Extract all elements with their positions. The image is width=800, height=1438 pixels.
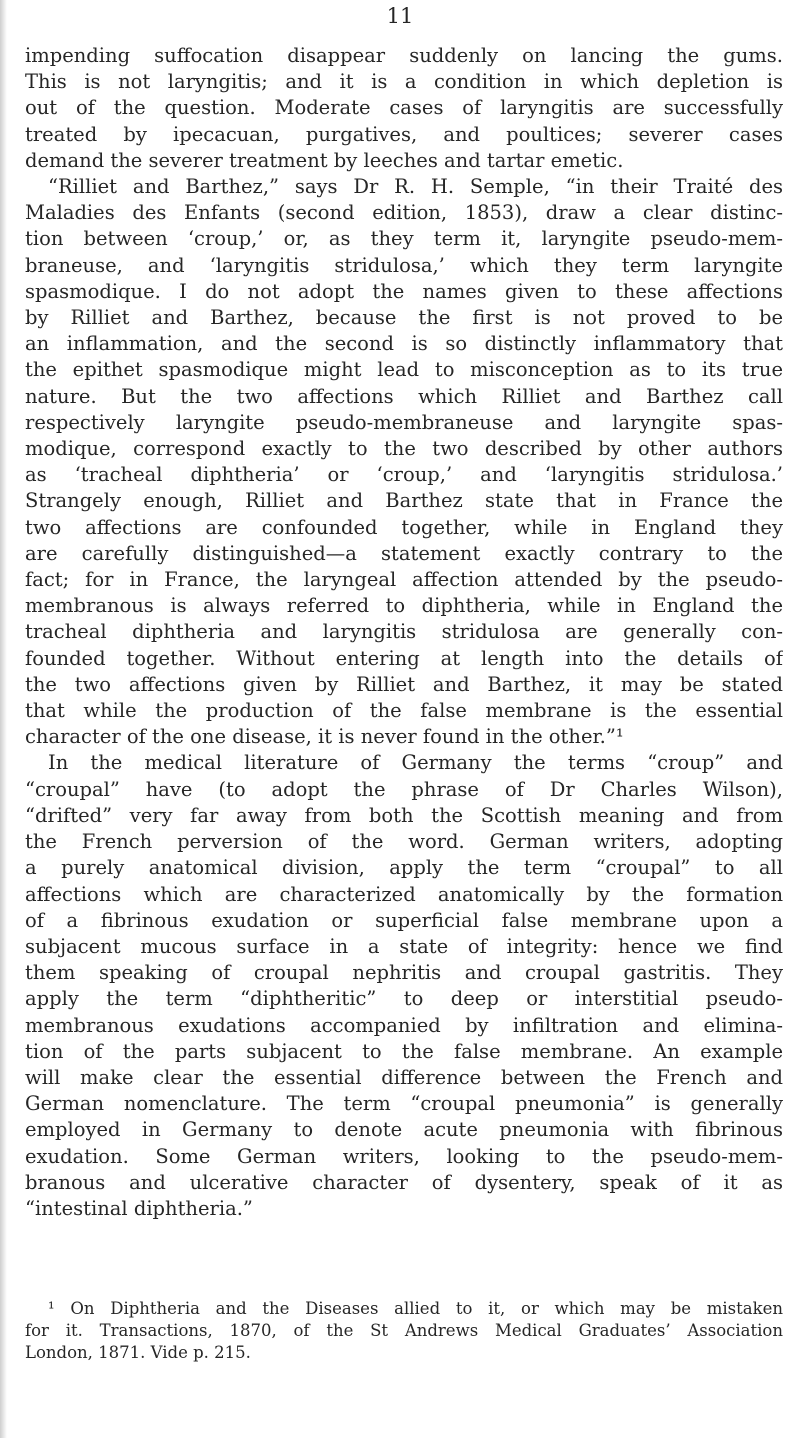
text-line: “Rilliet and Barthez,” says Dr R. H. Semple, “in their Traité des bbox=[48, 175, 783, 199]
text-line: braneuse, and ‘laryngitis stridulosa,’ which they term laryngite bbox=[25, 253, 783, 277]
text-line: as ‘tracheal diphtheria’ or ‘croup,’ and ‘laryngitis stridulosa.’ bbox=[25, 463, 783, 487]
text-line: “drifted” very far away from both the Scottish meaning and from bbox=[25, 803, 783, 827]
text-line: impending suffocation disappear suddenly on lancing the gums. bbox=[25, 44, 783, 67]
text-line: the French perversion of the word. German writers, adopting bbox=[25, 830, 783, 854]
text-line: membranous is always referred to diphtheria, while in England the bbox=[25, 594, 783, 618]
body-text bbox=[25, 43, 783, 1222]
text-line: character of the one disease, it is never found in the other.”¹ bbox=[25, 725, 624, 749]
text-line: branous and ulcerative character of dysentery, speak of it as bbox=[25, 1170, 783, 1194]
text-line: German nomenclature. The term “croupal pneumonia” is generally bbox=[25, 1092, 783, 1116]
page-binding-shadow bbox=[0, 0, 7, 1438]
text-line: will make clear the essential difference between the French and bbox=[25, 1065, 783, 1089]
footnote-line: for it. Transactions, 1870, of the St Andrews Medical Graduates’ Association bbox=[25, 1321, 783, 1340]
text-line: treated by ipecacuan, purgatives, and poultices; severer cases bbox=[25, 122, 783, 146]
text-line: founded together. Without entering at length into the details of bbox=[25, 646, 783, 670]
text-line: This is not laryngitis; and it is a condition in which depletion is bbox=[25, 70, 783, 94]
footnote-line: ¹ On Diphtheria and the Diseases allied to it, or which may be mistaken bbox=[48, 1299, 783, 1318]
text-line: nature. But the two affections which Rilliet and Barthez call bbox=[25, 384, 783, 408]
text-line: spasmodique. I do not adopt the names given to these affections bbox=[25, 279, 783, 303]
page-number: 11 bbox=[386, 4, 414, 28]
text-line: respectively laryngite pseudo-membraneuse and laryngite spas- bbox=[25, 410, 783, 434]
text-line: Strangely enough, Rilliet and Barthez state that in France the bbox=[25, 489, 783, 513]
text-line: tracheal diphtheria and laryngitis stridulosa are generally con- bbox=[25, 620, 783, 644]
footnote-line: London, 1871. Vide p. 215. bbox=[25, 1343, 251, 1362]
text-line: exudation. Some German writers, looking to the pseudo-mem- bbox=[25, 1144, 783, 1168]
text-line: them speaking of croupal nephritis and croupal gastritis. They bbox=[25, 961, 783, 985]
text-line: a purely anatomical division, apply the term “croupal” to all bbox=[25, 856, 783, 880]
text-line: membranous exudations accompanied by infiltration and elimina- bbox=[25, 1013, 783, 1037]
text-line: out of the question. Moderate cases of laryngitis are successfully bbox=[25, 96, 783, 120]
text-line: by Rilliet and Barthez, because the first is not proved to be bbox=[25, 306, 783, 330]
text-line: demand the severer treatment by leeches and tartar emetic. bbox=[25, 148, 624, 172]
text-line: employed in Germany to denote acute pneumonia with fibrinous bbox=[25, 1118, 783, 1142]
text-line: of a fibrinous exudation or superficial false membrane upon a bbox=[25, 908, 783, 932]
text-line: that while the production of the false membrane is the essential bbox=[25, 699, 783, 723]
text-line: are carefully distinguished—a statement exactly contrary to the bbox=[25, 541, 783, 565]
text-line: modique, correspond exactly to the two described by other authors bbox=[25, 437, 783, 461]
text-line: the epithet spasmodique might lead to misconception as to its true bbox=[25, 358, 783, 382]
text-line: “intestinal diphtheria.” bbox=[25, 1196, 253, 1220]
text-line: fact; for in France, the laryngeal affection attended by the pseudo- bbox=[25, 568, 783, 592]
text-line: Maladies des Enfants (second edition, 1853), draw a clear distinc- bbox=[25, 201, 783, 225]
text-line: “croupal” have (to adopt the phrase of Dr Charles Wilson), bbox=[25, 777, 783, 801]
text-line: the two affections given by Rilliet and Barthez, it may be stated bbox=[25, 672, 783, 696]
text-line: tion between ‘croup,’ or, as they term it, laryngite pseudo-mem- bbox=[25, 227, 783, 251]
text-line: tion of the parts subjacent to the false membrane. An example bbox=[25, 1039, 783, 1063]
text-line: affections which are characterized anatomically by the formation bbox=[25, 882, 783, 906]
footnote bbox=[25, 1298, 783, 1364]
text-line: two affections are confounded together, while in England they bbox=[25, 515, 783, 539]
text-line: apply the term “diphtheritic” to deep or interstitial pseudo- bbox=[25, 987, 783, 1011]
text-line: an inflammation, and the second is so distinctly inflammatory that bbox=[25, 332, 783, 356]
text-line: In the medical literature of Germany the terms “croup” and bbox=[48, 751, 783, 775]
text-line: subjacent mucous surface in a state of integrity: hence we find bbox=[25, 934, 783, 958]
